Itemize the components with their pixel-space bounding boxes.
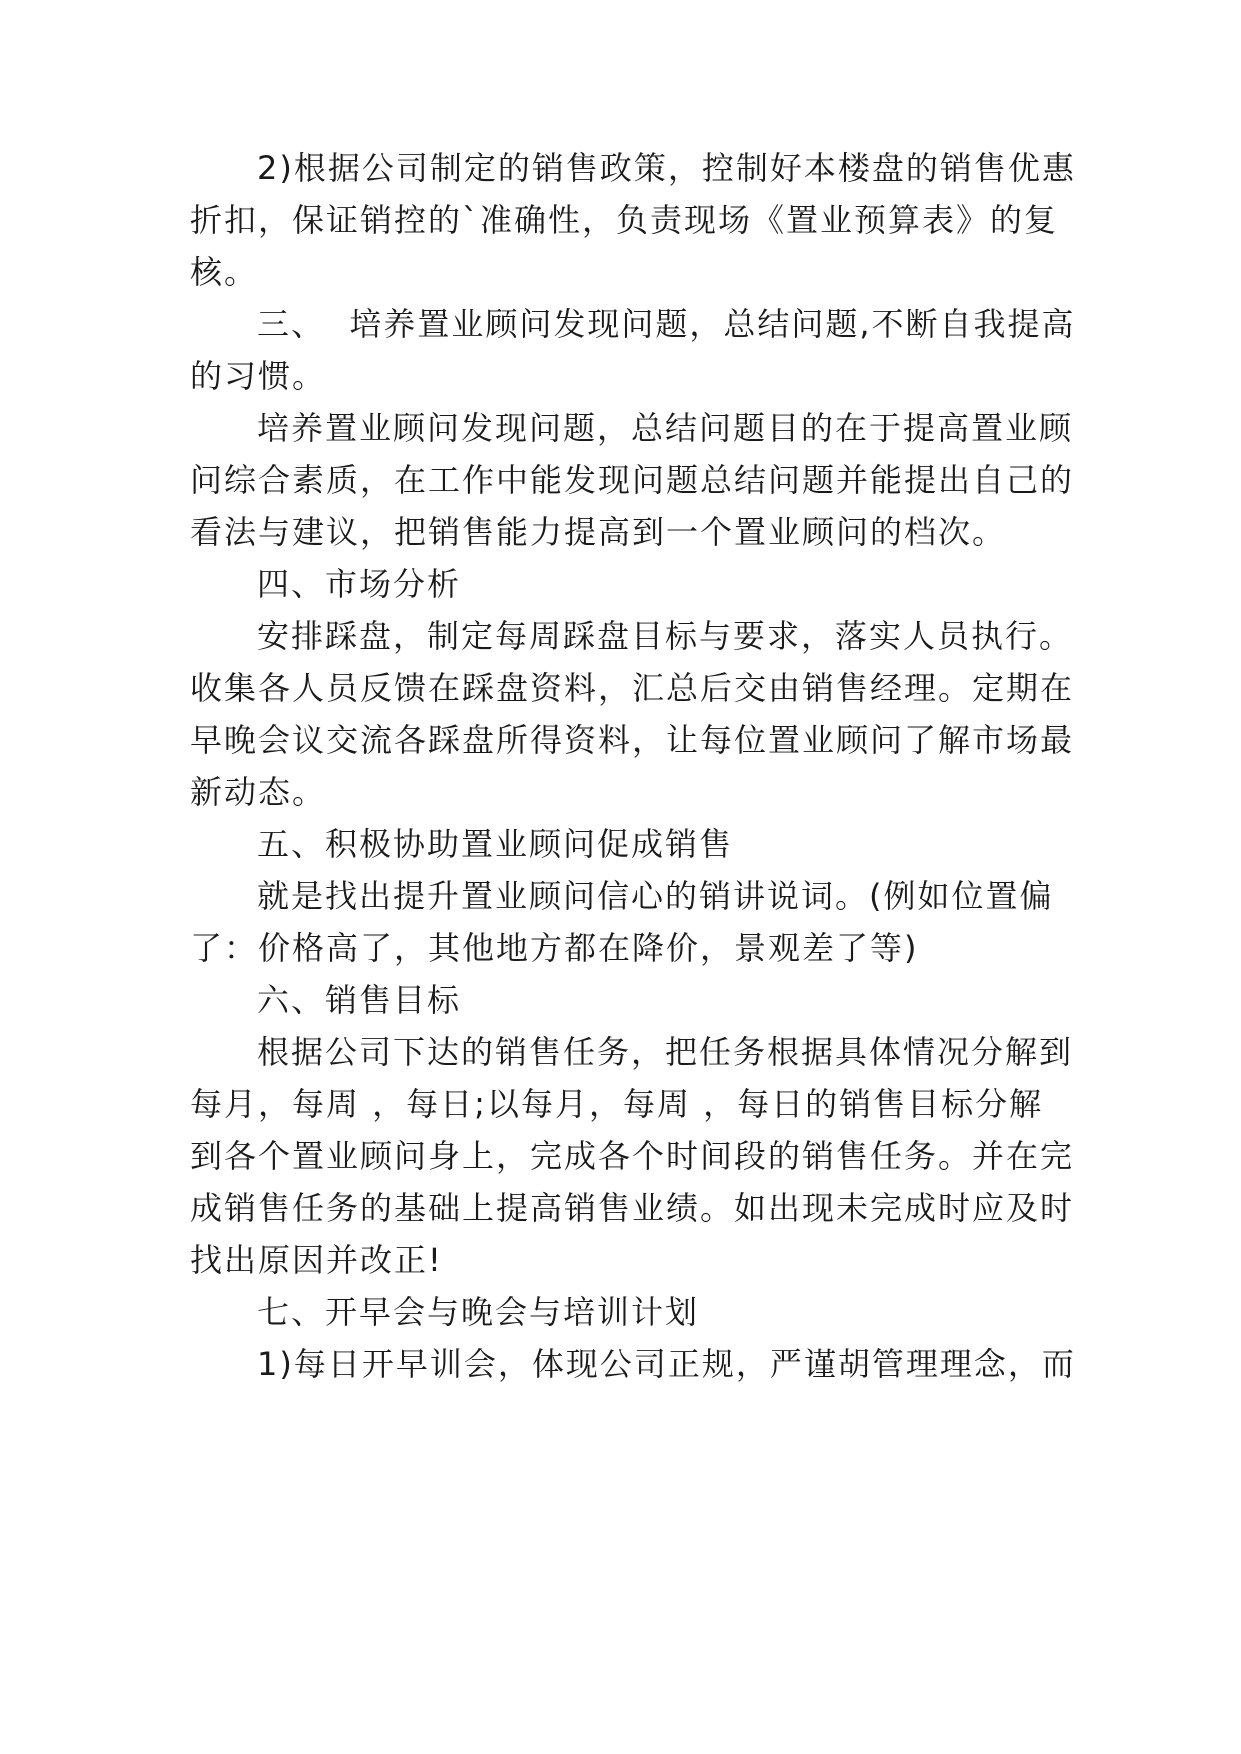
text-line: 了：价格高了，其他地方都在降价，景观差了等) <box>190 929 919 967</box>
text-line: 折扣，保证销控的`准确性，负责现场《置业预算表》的复 <box>190 201 1059 239</box>
text-line: 每月，每周 ，每日;以每月，每周 ，每日的销售目标分解 <box>190 1085 1044 1123</box>
text-line: 新动态。 <box>190 773 327 811</box>
text-line: 核。 <box>190 253 259 291</box>
section-heading: 七、开早会与晚会与培训计划 <box>257 1293 700 1331</box>
text-line: 根据公司下达的销售任务，把任务根据具体情况分解到 <box>257 1033 1074 1071</box>
section-heading: 五、积极协助置业顾问促成销售 <box>257 825 734 863</box>
text-line: 看法与建议，把销售能力提高到一个置业顾问的档次。 <box>190 513 1007 551</box>
text-line: 成销售任务的基础上提高销售业绩。如出现未完成时应及时 <box>190 1189 1075 1227</box>
text-line: 培养置业顾问发现问题，总结问题目的在于提高置业顾 <box>257 409 1074 447</box>
text-line: 1)每日开早训会，体现公司正规，严谨胡管理理念，而 <box>257 1345 1076 1383</box>
text-line: 收集各人员反馈在踩盘资料，汇总后交由销售经理。定期在 <box>190 669 1075 707</box>
text-line: 就是找出提升置业顾问信心的销讲说词。(例如位置偏 <box>257 877 1054 915</box>
section-heading: 四、市场分析 <box>257 565 462 603</box>
text-line: 安排踩盘，制定每周踩盘目标与要求，落实人员执行。 <box>257 617 1074 655</box>
text-line: 到各个置业顾问身上，完成各个时间段的销售任务。并在完 <box>190 1137 1075 1175</box>
text-line: 2)根据公司制定的销售政策，控制好本楼盘的销售优惠 <box>257 149 1076 187</box>
text-line: 找出原因并改正! <box>190 1241 443 1279</box>
section-heading: 六、销售目标 <box>257 981 462 1019</box>
section-heading: 三、 培养置业顾问发现问题，总结问题,不断自我提高 <box>257 305 1076 343</box>
text-line: 早晚会议交流各踩盘所得资料，让每位置业顾问了解市场最 <box>190 721 1075 759</box>
section-heading-continued: 的习惯。 <box>190 357 327 395</box>
text-line: 问综合素质，在工作中能发现问题总结问题并能提出自己的 <box>190 461 1075 499</box>
